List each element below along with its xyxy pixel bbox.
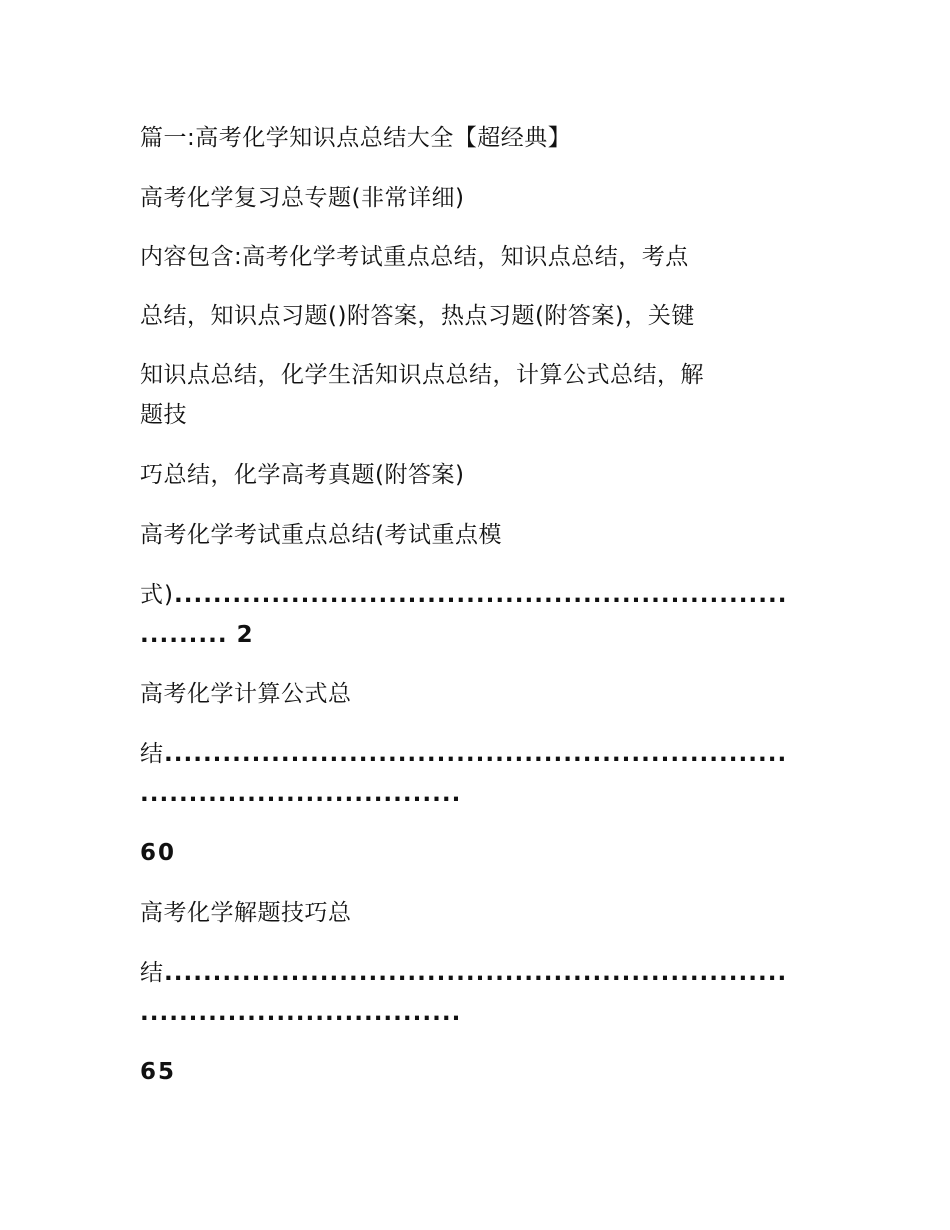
toc-entry-2-title-cont: 结 <box>140 741 164 767</box>
intro-line-1: 内容包含:高考化学考试重点总结，知识点总结，考点 <box>140 244 689 270</box>
toc-entry-2-leader-line2: ................................. <box>140 781 462 807</box>
document-title: 篇一:高考化学知识点总结大全【超经典】 <box>140 125 572 151</box>
document-subtitle: 高考化学复习总专题(非常详细) <box>140 185 465 211</box>
toc-entry-2-leader <box>140 738 808 770</box>
toc-entry-3-title: 高考化学解题技巧总 <box>140 900 352 926</box>
toc-entry-2-dots: ................................................................ <box>164 741 788 767</box>
toc-entry-3-leader-line2: ................................. <box>140 1000 462 1026</box>
toc-entry-3-leader <box>140 957 808 989</box>
toc-entry-1-title: 高考化学考试重点总结(考试重点模 <box>140 522 502 548</box>
toc-entry-1-page: 2 <box>236 622 254 648</box>
toc-entry-3-dots: ................................................................ <box>164 960 788 986</box>
intro-line-5: 巧总结，化学高考真题(附答案) <box>140 462 465 488</box>
toc-entry-2-page: 60 <box>140 840 177 866</box>
intro-line-2: 总结，知识点习题()附答案，热点习题(附答案)，关键 <box>140 303 695 329</box>
toc-entry-2-title: 高考化学计算公式总 <box>140 681 352 707</box>
toc-entry-3-page: 65 <box>140 1059 177 1085</box>
toc-entry-1-dots-2: ......... <box>140 622 228 648</box>
toc-entry-1-leader <box>140 579 808 611</box>
intro-line-3: 知识点总结，化学生活知识点总结，计算公式总结，解 <box>140 362 704 388</box>
toc-entry-1-leader-line2 <box>140 619 254 651</box>
toc-entry-3-title-cont: 结 <box>140 960 164 986</box>
intro-line-4: 题技 <box>140 402 187 428</box>
toc-entry-1-title-cont: 式) <box>140 582 174 608</box>
toc-entry-1-dots: ............................................................... <box>173 582 788 608</box>
